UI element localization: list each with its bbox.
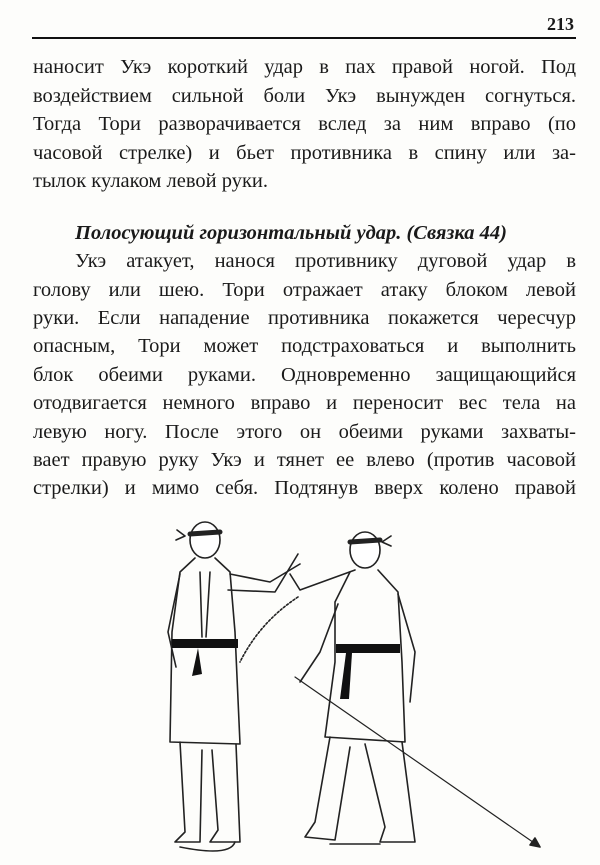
text-line: тылок кулаком левой руки.	[33, 170, 269, 192]
motion-arrow	[240, 597, 298, 662]
text-line: вает правую руку Укэ и тянет ее влево (против часовой	[33, 449, 576, 471]
section-heading: Полосующий горизонтальный удар. (Связка 44)	[75, 222, 508, 244]
text-line: воздействием сильной боли Укэ вынужден согнуться.	[33, 85, 576, 107]
text-line: голову или шею. Тори отражает атаку блоком левой	[33, 279, 576, 301]
header-rule	[32, 37, 576, 39]
arrow-head	[530, 838, 540, 847]
text-line: руки. Если нападение противника покажется чересчур	[33, 307, 576, 329]
page-number: 213	[547, 14, 574, 34]
text-line: Укэ атакует, нанося противнику дуговой удар в	[75, 250, 576, 272]
text-line: опасным, Тори может подстраховаться и выполнить	[33, 335, 576, 357]
karate-illustration	[140, 512, 560, 862]
text-line: наносит Укэ короткий удар в пах правой ногой. Под	[33, 56, 576, 78]
tori-figure	[168, 522, 300, 842]
motion-arrow	[295, 677, 540, 847]
text-line: отодвигается немного вправо и переносит вес тела на	[33, 392, 576, 414]
text-line: стрелки) и мимо себя. Подтянув вверх колено правой	[33, 477, 576, 499]
motion-arrow	[180, 842, 235, 851]
text-line: Тогда Тори разворачивается вслед за ним вправо (по	[33, 113, 576, 135]
text-line: блок обеими руками. Одновременно защищающийся	[33, 364, 576, 386]
text-line: часовой стрелке) и бьет противника в спину или за-	[33, 142, 576, 164]
text-line: левую ногу. После этого он обеими руками захваты-	[33, 421, 576, 443]
